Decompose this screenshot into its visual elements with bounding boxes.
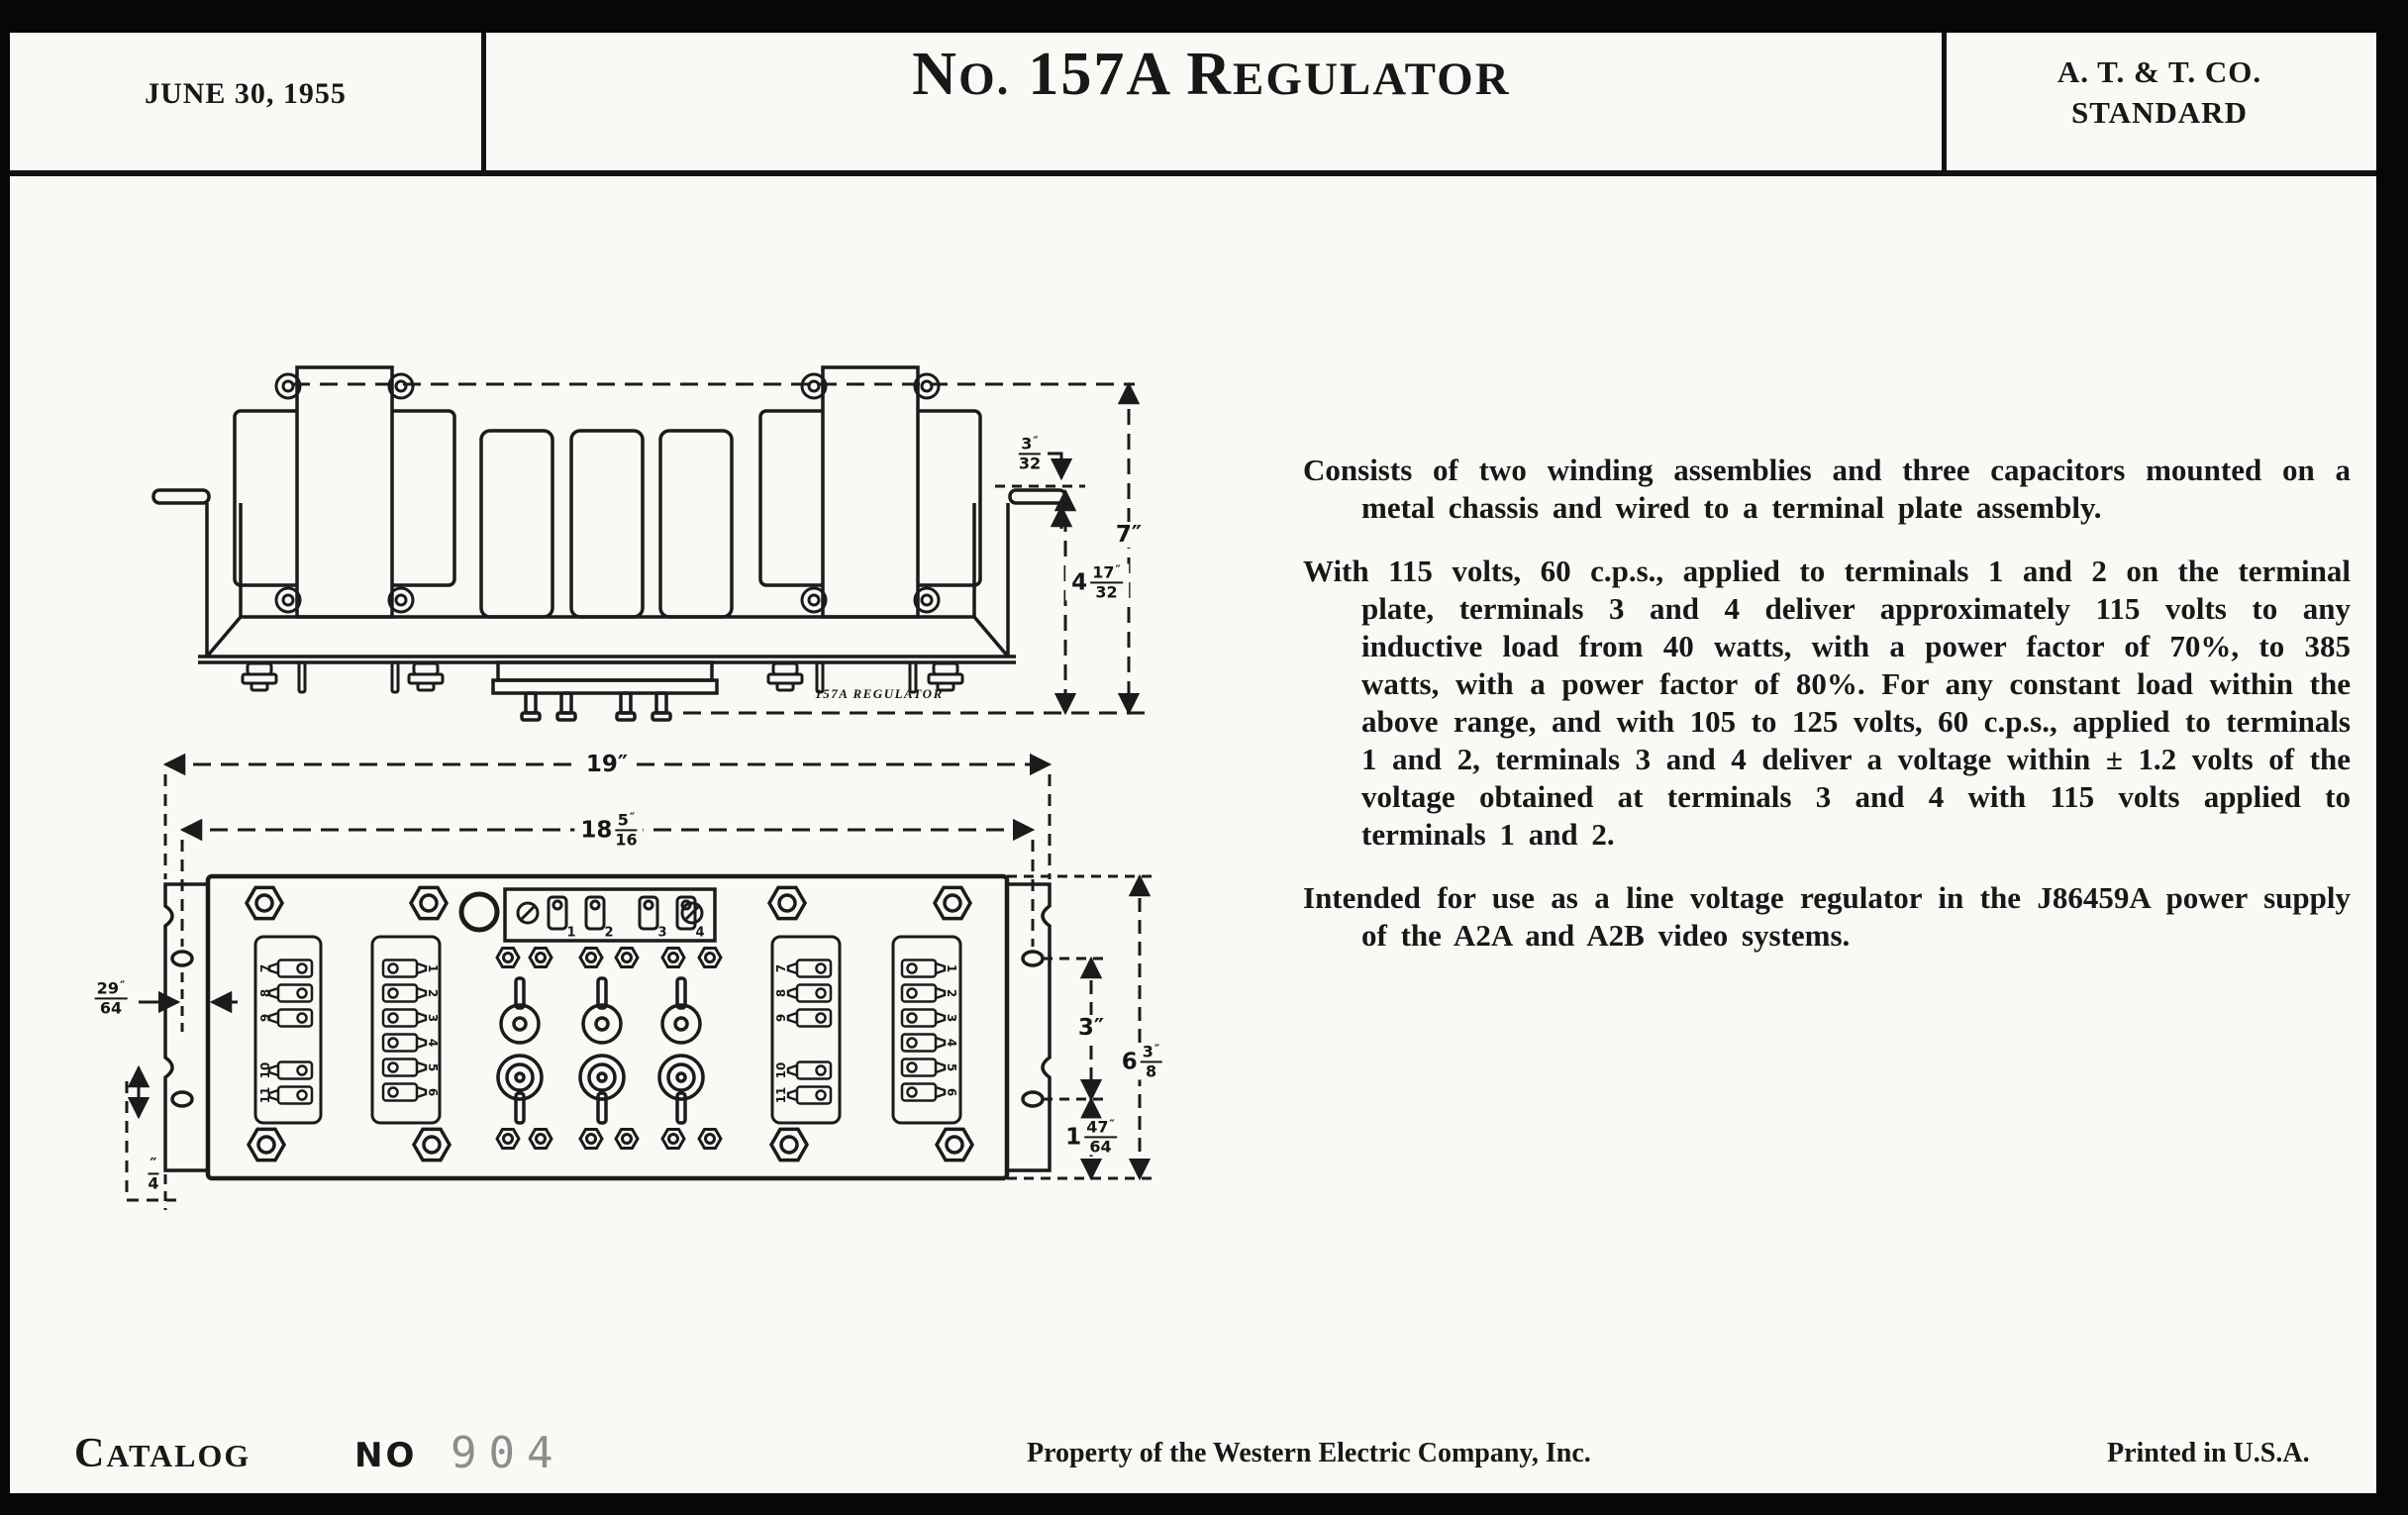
strip-label: 10 [774, 1061, 788, 1079]
footer-printed-line: Printed in U.S.A. [2107, 1438, 2310, 1468]
org-line-1: A. T. & T. CO. [2057, 54, 2262, 89]
dim-slot-offset-29-64: 29 ″ 64 [96, 978, 126, 1017]
footer-catalog-label: CATALOG [74, 1431, 251, 1476]
strip-label: 4 [945, 1038, 958, 1048]
strip-label: 7 [774, 963, 788, 973]
dim-slot-to-edge-1-47-64: 1 47 ″ 64 [1059, 1118, 1123, 1155]
strip-label: 8 [774, 988, 788, 998]
org-line-2: STANDARD [2071, 95, 2248, 130]
description-paragraph-1: Consists of two winding assemblies and three capacitors mounted on a metal chassis and wired to a terminal plate assembly. [1303, 453, 2351, 525]
title-no-n: N [912, 41, 959, 108]
plate-terminal-2: 2 [604, 925, 614, 941]
dim-overall-depth-6-3-8: 6 3 ″ 8 [1116, 1043, 1168, 1079]
description-paragraph-2: With 115 volts, 60 c.p.s., applied to terminals 1 and 2 on the terminal plate, terminals 3 and 4 deliver approximately 115 volts to any inductive load from 40 watts, with a power factor of 70%, to 385 watts, with a power factor of 80%. For any constant load within the above range, and with 105 to 125 volts, 60 c.p.s., applied to terminals 1 and 2, terminals 3 and 4 deliver a voltage within ± 1.2 volts of the voltage obtained at terminals 3 and 4 with 115 volts applied to terminals 1 and 2. [1303, 554, 2351, 852]
strip-label: 11 [258, 1086, 272, 1104]
dim-overall-width-19: 19″ [580, 752, 634, 777]
strip-label: 9 [258, 1013, 272, 1023]
dim-mounting-span-18-5-16: 18 5 ″ 16 [574, 811, 643, 848]
strip-label: 4 [426, 1038, 440, 1048]
footer-catalog-number-stamp: 904 [451, 1428, 565, 1478]
strip-label: 2 [945, 988, 958, 998]
dim-gap-3-32: 3 ″ 32 [1018, 434, 1042, 472]
title-no-o: O. [958, 53, 1011, 105]
strip-label: 6 [426, 1087, 440, 1097]
dim-chassis-height-4-17-32: 4 17 ″ 32 [1065, 563, 1129, 600]
title-model: 157A R [1028, 41, 1234, 108]
description-paragraph-3: Intended for use as a line voltage regulator in the J86459A power supply of the A2A and A2B video systems. [1303, 880, 2351, 953]
header-date: JUNE 30, 1955 [145, 77, 347, 110]
strip-label: 5 [945, 1062, 958, 1072]
side-view-name-label: 157A REGULATOR [815, 686, 944, 701]
dim-slot-spacing-3: 3″ [1072, 1015, 1110, 1041]
plate-terminal-4: 4 [695, 925, 705, 941]
footer-no-label: NO [354, 1436, 418, 1475]
plate-terminal-1: 1 [566, 925, 576, 941]
dim-overall-height-7: 7″ [1110, 522, 1148, 548]
strip-label: 5 [426, 1062, 440, 1072]
strip-label: 2 [426, 988, 440, 998]
strip-label: 1 [426, 963, 440, 973]
strip-label: 6 [945, 1087, 958, 1097]
strip-label: 9 [774, 1013, 788, 1023]
footer-property-line: Property of the Western Electric Company, Inc. [1027, 1438, 1591, 1468]
plate-terminal-3: 3 [657, 925, 667, 941]
strip-label: 8 [258, 988, 272, 998]
strip-label: 1 [945, 963, 958, 973]
strip-label: 10 [258, 1061, 272, 1079]
title-regulator: EGULATOR [1233, 53, 1511, 105]
strip-label: 3 [426, 1013, 440, 1023]
strip-label: 3 [945, 1013, 958, 1023]
strip-label: 11 [774, 1086, 788, 1104]
dim-corner-offset-quarter: ″ 4 [148, 1154, 159, 1192]
strip-label: 7 [258, 963, 272, 973]
side-view [153, 367, 1065, 720]
plan-view [165, 876, 1050, 1178]
description [1303, 452, 2351, 955]
